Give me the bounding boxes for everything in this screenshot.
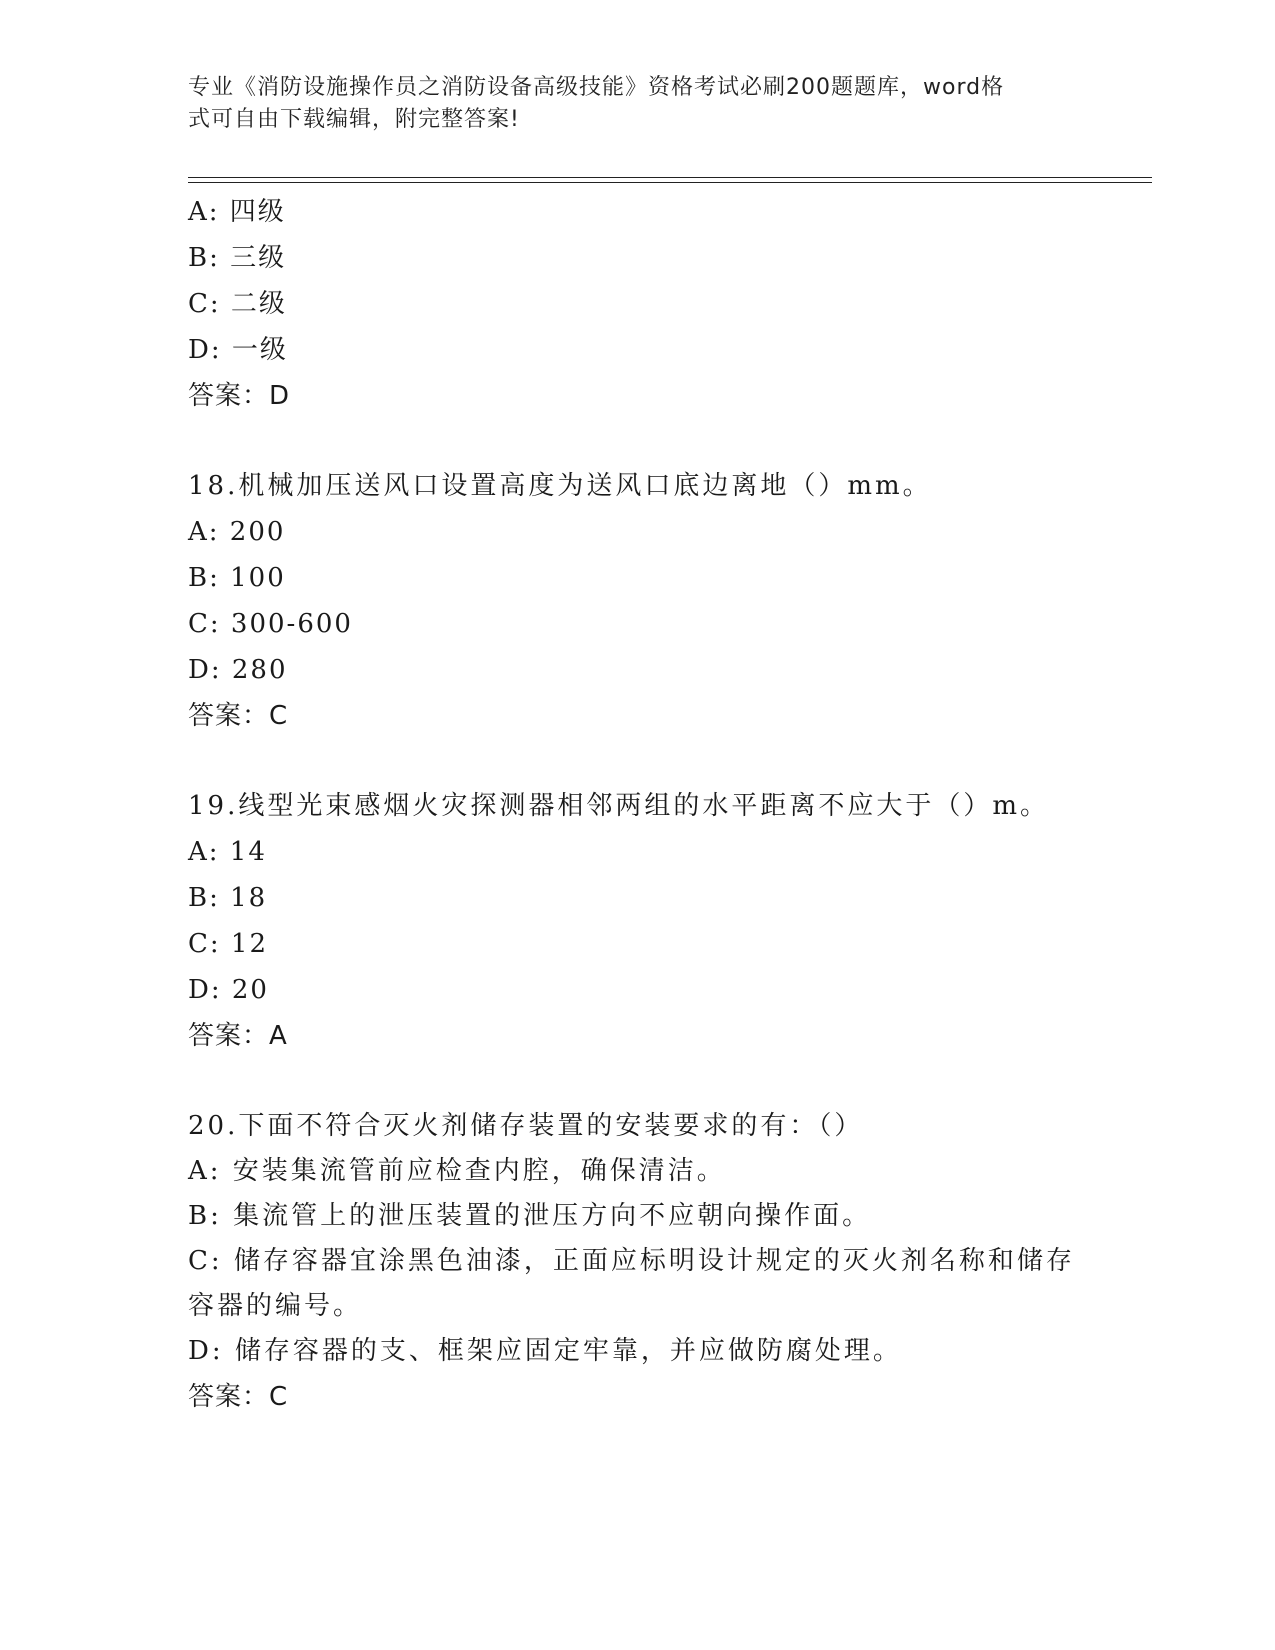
question-20 [188, 1103, 1088, 1420]
question-17 [188, 189, 1088, 419]
answer: 答案：A [188, 1021, 288, 1051]
header-divider-bottom [188, 182, 1152, 183]
question-list [188, 189, 1088, 1420]
option-d: D: 储存容器的支、框架应固定牢靠，并应做防腐处理。 [188, 1336, 902, 1366]
question-18 [188, 463, 1088, 739]
option-c: C: 二级 [188, 289, 287, 319]
option-b: B: 集流管上的泄压装置的泄压方向不应朝向操作面。 [188, 1201, 872, 1231]
option-b: B: 三级 [188, 243, 287, 273]
question-title: 18.机械加压送风口设置高度为送风口底边离地（）mm。 [188, 471, 932, 501]
question-title: 20.下面不符合灭火剂储存装置的安装要求的有：（） [188, 1111, 864, 1141]
option-d: D: 20 [188, 975, 269, 1005]
option-c: C: 300-600 [188, 609, 353, 639]
spacer [188, 1059, 1088, 1103]
header-divider-top [188, 177, 1152, 178]
header-line-2: 式可自由下载编辑，附完整答案! [188, 107, 520, 132]
document-header [188, 72, 1068, 136]
answer: 答案：C [188, 701, 289, 731]
option-c: C: 储存容器宜涂黑色油漆，正面应标明设计规定的灭火剂名称和储存容器的编号。 [188, 1246, 1075, 1321]
option-a: A: 200 [188, 517, 286, 547]
option-a: A: 安装集流管前应检查内腔，确保清洁。 [188, 1156, 726, 1186]
option-c: C: 12 [188, 929, 269, 959]
option-b: B: 18 [188, 883, 268, 913]
answer: 答案：D [188, 381, 291, 411]
header-line-1: 专业《消防设施操作员之消防设备高级技能》资格考试必刷200题题库，word格 [188, 75, 1005, 100]
spacer [188, 419, 1088, 463]
spacer [188, 739, 1088, 783]
question-title: 19.线型光束感烟火灾探测器相邻两组的水平距离不应大于（）m。 [188, 791, 1050, 821]
option-b: B: 100 [188, 563, 286, 593]
answer: 答案：C [188, 1382, 289, 1412]
question-19 [188, 783, 1088, 1059]
option-a: A: 四级 [188, 197, 286, 227]
option-a: A: 14 [188, 837, 267, 867]
option-d: D: 280 [188, 655, 288, 685]
option-d: D: 一级 [188, 335, 288, 365]
